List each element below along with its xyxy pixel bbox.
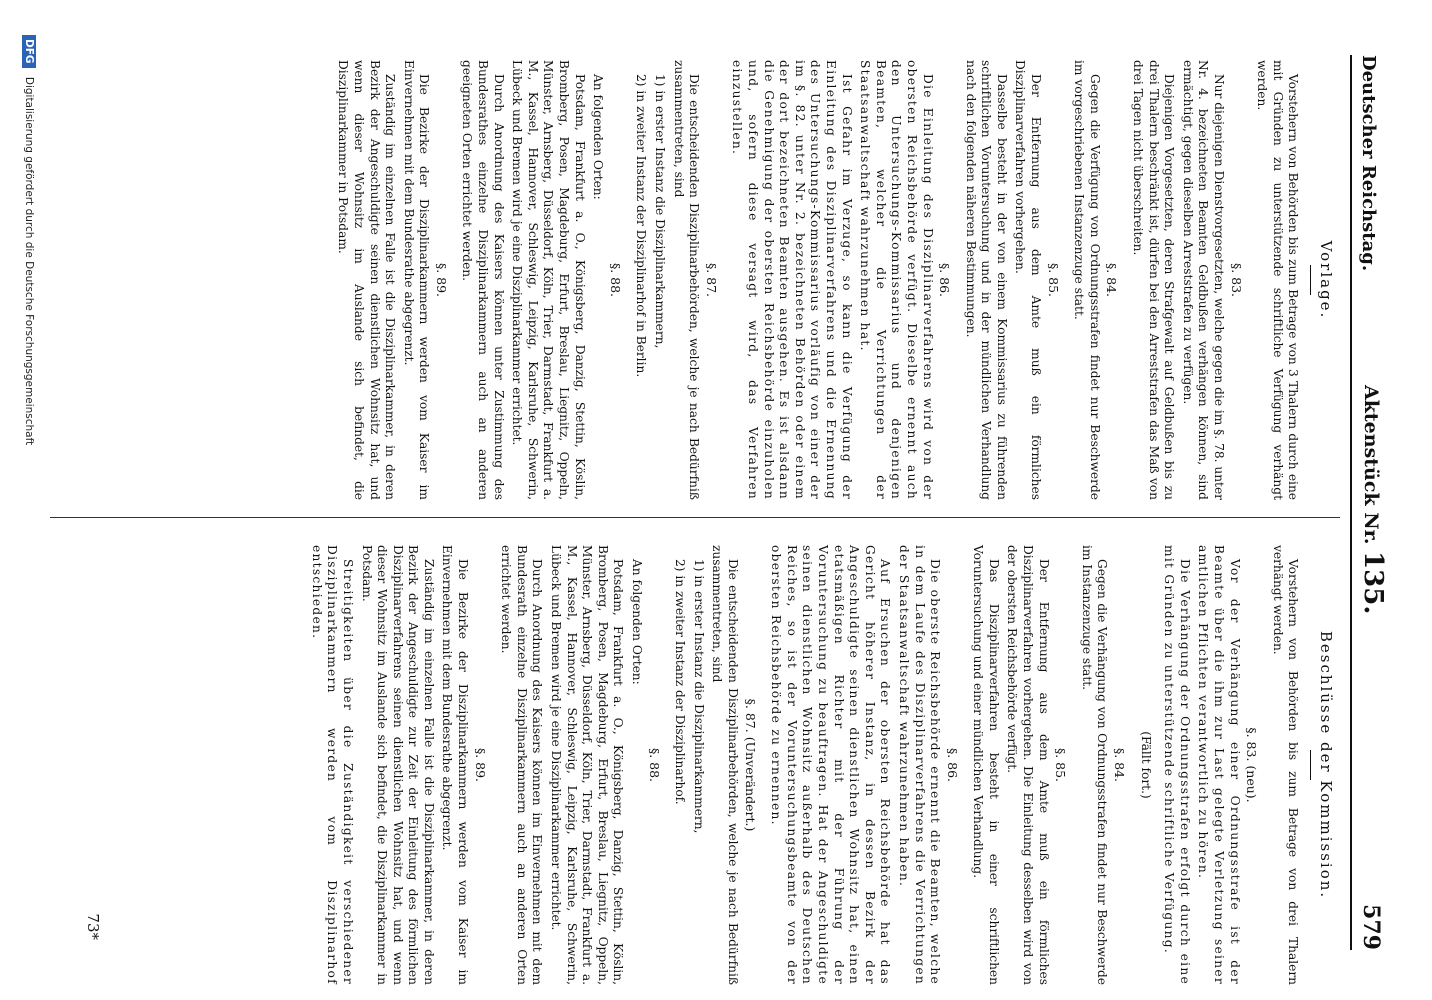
left-s87-p1: Die entscheidenden Disziplinarbehörden, welche je nach Bedürfniß zusammentreten, sind (671, 60, 702, 500)
right-s83-p2: Die Verhängung der Ordnungsstrafen erfolgt durch eine mit Gründen zu unterstützende schriftliche Verfügung. (1162, 545, 1192, 985)
right-s84-heading: §. 84. (1112, 747, 1128, 783)
right-s87-heading: §. 87. (Unverändert.) (742, 698, 758, 832)
left-s86-p1: Die Einleitung des Disziplinarverfahrens wird von der obersten Reichsbehörde verfügt. Dieselbe ernennt auch den Untersuchungs-Kommissarius und denjenigen Beamten, welcher die Verrichtungen der Staatsanwaltschaft wahrzunehmen hat. (858, 60, 935, 500)
left-s88-p3: Durch Anordnung des Kaisers können unter Zustimmung des Bundesrathes einzelne Disziplinarkammern auch an anderen geeigneten Orten errichtet werden. (460, 60, 506, 500)
right-s85-heading: §. 85. (1053, 747, 1069, 783)
left-s85-p1: Der Entfernung aus dem Amte muß ein förmliches Disziplinarverfahren vorhergehen. (1013, 60, 1044, 500)
left-s87-l1: 1) in erster Instanz die Disziplinarkammern, (653, 74, 668, 349)
document-number-value: 135. (1358, 551, 1388, 615)
right-s88-p3: Durch Anordnung des Kaisers können im Einvernehmen mit dem Bundesrath einzelne Disziplinarkammern auch an anderen Orten errichtet werden. (499, 545, 545, 985)
right-s85-p2: Das Disziplinarverfahren besteht in einer schriftlichen Voruntersuchung und einer mündlichen Verhandlung. (971, 545, 1001, 985)
document-number (1358, 385, 1388, 614)
right-s86-heading: §. 86. (944, 747, 960, 783)
dfg-credit (6, 35, 36, 935)
right-s86-p1: Die oberste Reichsbehörde ernennt die Beamten, welche in dem Laufe des Disziplinarverfahrens die Verrichtungen der Staatsanwaltschaft wahrzunehmen haben. (896, 545, 943, 985)
left-s89-heading: §. 89. (433, 262, 449, 298)
left-s86-p2: Ist Gefahr im Verzuge, so kann die Verfügung der Einleitung des Disziplinarverfahrens und die Ernennung des Untersuchungs-Kommissarius vorläufig von einer der im §. 82. unter Nr. 2. bezeichneten Behörden oder einem der dort bezeichneten Beamten ausgehen. Es ist alsdann die Genehmigung der obersten Reichsbehörde einzuholen und, sofern diese versagt wird, das Verfahren einzustellen. (730, 60, 854, 500)
right-s89-p2: Zuständig im einzelnen Falle ist die Disziplinarkammer, in deren Bezirk der Angeschuldigte zur Zeit der Einleitung des förmlichen Disziplinarverfahrens seinen dienstlichen Wohnsitz hat, und wenn dieser Wohnsitz im Auslande sich befindet, die Disziplinarkammer in Potsdam. (359, 545, 436, 985)
document-number-prefix: Aktenstück Nr. (1360, 385, 1382, 545)
left-s89-p2: Zuständig im einzelnen Falle ist die Disziplinarkammer, in deren Bezirk der Angeschuldigte seinen dienstlichen Wohnsitz hat, und wenn dieser Wohnsitz im Auslande sich befindet, die Disziplinarkammer in Potsdam. (336, 60, 398, 500)
right-s85-p1: Der Entfernung aus dem Amte muß ein förmliches Disziplinarverfahren vorhergehen. Die Einleitung desselben wird von der obersten Reichsbehörde verfügt. (1005, 545, 1051, 985)
left-s84-p1: Gegen die Verfügung von Ordnungsstrafen findet nur Beschwerde im vorgeschriebenen Instanzenzuge statt. (1072, 60, 1102, 500)
left-s88-heading: §. 88. (607, 262, 623, 298)
page-header (1350, 55, 1392, 950)
left-s89-p1: Die Bezirke der Disziplinarkammern werden vom Kaiser im Einvernehmen mit dem Bundesrathe abgegrenzt. (401, 60, 432, 500)
right-column-title: Beschlüsse der Kommission. (1317, 630, 1335, 900)
left-s84-heading: §. 84. (1104, 262, 1120, 298)
right-s87-l2: 2) in zweiter Instanz der Disziplinarhof. (673, 559, 688, 805)
signature-mark: 73* (84, 913, 102, 940)
right-s88-p2: Potsdam, Frankfurt a. O., Königsberg, Danzig, Stettin, Köslin, Bromberg, Posen, Magdeburg, Erfurt, Breslau, Liegnitz, Oppeln, Münster, Arnsberg, Düsseldorf, Köln, Trier, Darmstadt, Frankfurt a. M., Kassel, Hannover, Schleswig, Leipzig, Karlsruhe, Schwerin, Lübeck und Bremen wird je eine Disziplinarkammer errichtet. (549, 545, 626, 985)
right-column-beschluesse (305, 545, 1337, 985)
left-s85-p2: Dasselbe besteht in der von einem Kommissarius zu führenden schriftlichen Voruntersuchung und in der mündlichen Verhandlung nach den folgenden näheren Bestimmungen. (963, 60, 1009, 500)
right-s84-p1: Gegen die Verhängung von Ordnungsstrafen findet nur Beschwerde im Instanzenzuge statt. (1079, 545, 1110, 985)
dfg-badge: DFG (22, 35, 36, 68)
left-s85-heading: §. 85. (1045, 262, 1061, 298)
left-s83-p2: Diejenigen Vorgesetzten, deren Strafgewalt auf Geldbußen bis zu drei Thalern beschränkt ist, dürfen bei den Arreststrafen das Maß von drei Tagen nicht überschreiten. (1131, 60, 1177, 500)
right-s89-p3: Streitigkeiten über die Zuständigkeit verschiedener Disziplinarkammern werden vom Disziplinarhof entschieden. (309, 545, 355, 985)
left-s88-p1: An folgenden Orten: (591, 74, 606, 200)
right-s87-p1: Die entscheidenden Disziplinarbehörden, welche je nach Bedürfniß zusammentreten, sind (710, 545, 740, 985)
left-s88-p2: Potsdam, Frankfurt a. O., Königsberg, Danzig, Stettin, Köslin, Bromberg, Posen, Magdeburg, Erfurt, Breslau, Liegnitz, Oppeln, Münster, Arnsberg, Düsseldorf, Köln, Trier, Darmstadt, Frankfurt a. M., Kassel, Hannover, Schleswig, Leipzig, Karlsruhe, Schwerin, Lübeck und Bremen wird je eine Disziplinarkammer errichtet. (510, 60, 587, 500)
right-s86-p2: Auf Ersuchen der obersten Reichsbehörde hat das Gericht höherer Instanz, in dessen Bezirk der Angeschuldigte seinen dienstlichen Wohnsitz hat, einen etatsmäßigen Richter mit der Führung der Voruntersuchung zu beauftragen. Hat der Angeschuldigte seinen dienstlichen Wohnsitz außerhalb des Deutschen Reiches, so ist der Voruntersuchungsbeamte von der obersten Reichsbehörde zu ernennen. (769, 545, 893, 985)
title-dash (1310, 750, 1311, 780)
column-divider (50, 517, 1340, 518)
right-s83-p1: Vor der Verhängung einer Ordnungsstrafe ist der Beamte über die ihm zur Last gelegte Verletzung seiner amtlichen Pflichten verantwortlich zu hören. (1196, 545, 1242, 985)
left-column-title: Vorlage. (1317, 240, 1335, 320)
right-s88-heading: §. 88. (646, 747, 662, 783)
page-number: 579 (1358, 904, 1384, 950)
right-s89-heading: §. 89. (472, 747, 488, 783)
left-intro: Vorstehern von Behörden bis zum Betrage von 3 Thalern durch eine mit Gründen zu unterstützende schriftliche Verfügung verhängt werden. (1255, 60, 1301, 500)
publication-title: Deutscher Reichstag. (1358, 55, 1379, 272)
right-s83-heading: §. 83. (neu). (1244, 727, 1260, 803)
left-s86-heading: §. 86. (937, 262, 953, 298)
left-s83-p1: Nur diejenigen Dienstvorgesetzten, welche gegen die im §. 78. unter Nr. 4. bezeichneten Beamten Geldbußen verhängen können, sind ermächtigt, gegen dieselben Arreststrafen zu verfügen. (1180, 60, 1227, 500)
right-s88-p1: An folgenden Orten: (630, 559, 645, 685)
left-s87-l2: 2) in zweiter Instanz der Disziplinarhof in Berlin. (634, 74, 649, 378)
right-intro: Vorstehern von Behörden bis zum Betrage von drei Thalern verhängt werden. (1270, 545, 1301, 985)
left-column-vorlage (332, 60, 1337, 500)
right-s89-p1: Die Bezirke der Disziplinarkammern werden vom Kaiser im Einvernehmen mit dem Bundesrathe abgegrenzt. (440, 545, 471, 985)
left-s87-heading: §. 87. (703, 262, 719, 298)
right-s83-note: (Fällt fort.) (1138, 731, 1153, 799)
right-s87-l1: 1) in erster Instanz die Disziplinarkammern, (691, 559, 706, 834)
title-dash (1310, 265, 1311, 295)
dfg-credit-text: Digitalisierung gefördert durch die Deutsche Forschungsgemeinschaft (23, 76, 35, 446)
left-s83-heading: §. 83. (1228, 262, 1244, 298)
